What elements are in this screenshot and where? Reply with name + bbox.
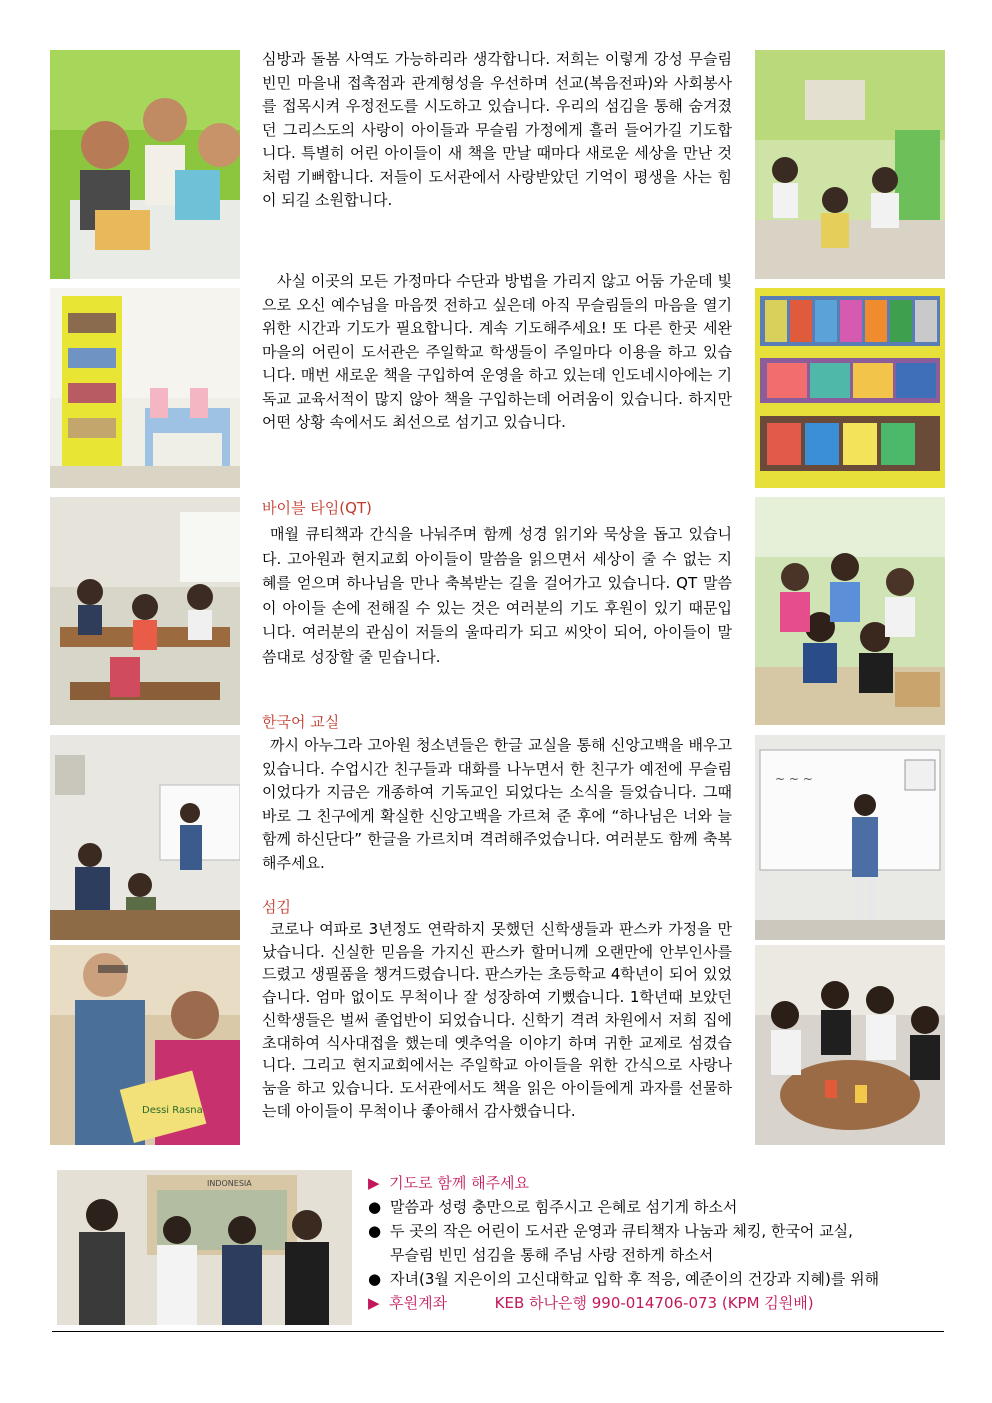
triangle-marker-icon: ▶	[368, 1294, 380, 1312]
library-paragraph: 사실 이곳의 모든 가정마다 수단과 방법을 가리지 않고 어둠 가운데 빛으로 오신 예수님을 마음껏 전하고 싶은데 아직 무슬림들의 마음을 열기 위한 시간과 기도가 필요합니다. 계속 기도해주세요! 또 다른 한곳 세완마을의 어린이 도서관은 주일학교 학생들이 주일마다 이용을 하고 있습니다. 매번 새로운 책을 구입하여 운영을 하고 있는데 인도네시아에는 기독교 교육서적이 많지 않아 책을 구입하는데 어려움이 있습니다. 하지만 어떤 상황 속에서도 최선으로 섬기고 있습니다.	[262, 272, 732, 431]
footer-divider	[52, 1331, 944, 1332]
photo-family-portrait	[57, 1170, 352, 1325]
prayer-item: ● 두 곳의 작은 어린이 도서관 운영과 큐티책자 나눔과 체킹, 한국어 교실,	[368, 1219, 958, 1243]
photo-bookshelf-books	[755, 288, 945, 488]
photo-library-room-yellow	[50, 288, 240, 488]
bullet-icon: ●	[368, 1270, 382, 1288]
section-body-bible-time: 매월 큐티책과 간식을 나눠주며 함께 성경 읽기와 묵상을 돕고 있습니다. 고아원과 현지교회 아이들이 말씀을 읽으면서 세상이 줄 수 없는 지혜를 얻으며 하나님을 만나 축복받는 길을 걸어가고 있습니다. QT 말씀이 아이들 손에 전해질 수 있는 것은 여러분의 기도 후원이 있기 때문입니다. 여러분의 관심이 저들의 울따리가 되고 씨앗이 되어, 아이들이 말씀대로 성장할 줄 믿습니다.	[262, 525, 732, 666]
photo-teacher-whiteboard	[755, 735, 945, 940]
photo-dinner-students	[755, 945, 945, 1145]
section-heading-service: 섬김	[262, 898, 291, 916]
section-body-service: 코로나 여파로 3년정도 연락하지 못했던 신학생들과 판스카 가정을 만났습니다. 신실한 믿음을 가지신 판스카 할머니께 오랜만에 안부인사를 드렸고 생필품을 챙겨드렸습니다. 판스카는 초등학교 4학년이 되어 있었습니다. 엄마 없이도 무척이나 잘 성장하여 기뻤습니다. 1학년때 보았던 신학생들은 벌써 졸업반이 되었습니다. 신학기 격려 차원에서 저희 집에 초대하여 식사대접을 했는데 옛추억을 이야기 하며 귀한 교제로 섬겼습니다. 그리고 현지교회에서는 주일학교 아이들을 위한 간식으로 사랑나눔을 하고 있습니다. 도서관에서도 책을 읽은 아이들에게 과자를 선물하는데 아이들이 무척이나 좋아해서 감사했습니다.	[262, 920, 732, 1120]
photo-students-study-table	[50, 497, 240, 725]
section-body-korean-class: 까시 아누그라 고아원 청소년들은 한글 교실을 통해 신앙고백을 배우고 있습니다. 수업시간 친구들과 대화를 나누면서 한 친구가 예전에 무슬림이었다가 지금은 개종하여 기독교인 되었다는 소식을 들었습니다. 그때 바로 그 친구에게 확실한 신앙고백을 가르쳐 준 후에 “하나님은 너와 늘 함께 하신단다” 한글을 가르치며 격려해주었습니다. 여러분도 함께 축복해주세요.	[262, 736, 732, 872]
photo-children-reading	[50, 50, 240, 279]
photo-children-floor-library	[755, 50, 945, 279]
bag-label: Dessi Rasna	[142, 1105, 203, 1116]
prayer-item: ● 자녀(3월 지은이의 고신대학교 입학 후 적응, 예준이의 건강과 지혜)를 위해	[368, 1267, 958, 1291]
prayer-item-continued: 무슬림 빈민 섬김을 통해 주님 사랑 전하게 하소서	[390, 1246, 714, 1264]
prayer-requests	[368, 1171, 958, 1315]
prayer-title-row	[368, 1171, 958, 1195]
section-heading-bible-time: 바이블 타임(QT)	[262, 499, 372, 517]
triangle-marker-icon: ▶	[368, 1174, 380, 1192]
account-label: 후원계좌	[389, 1294, 448, 1312]
photo-korean-class-left	[50, 735, 240, 940]
photo-children-qt-books	[755, 497, 945, 725]
prayer-item: ● 말씀과 성령 충만으로 힘주시고 은혜로 섬기게 하소서	[368, 1195, 958, 1219]
map-title: INDONESIA	[207, 1179, 252, 1188]
photo-visit-grandmother	[50, 945, 240, 1145]
svg-text:~ ~ ~: ~ ~ ~	[775, 772, 813, 786]
intro-paragraph: 심방과 돌봄 사역도 가능하리라 생각합니다. 저희는 이렇게 강성 무슬림 빈민 마을내 접촉점과 관계형성을 우선하며 선교(복음전파)와 사회봉사를 접목시켜 우정전도를 시도하고 있습니다. 우리의 섬김을 통해 숨겨졌던 그리스도의 사랑이 아이들과 무슬림 가정에게 흘러 들어가길 기도합니다. 특별히 어린 아이들이 새 책을 만날 때마다 새로운 세상을 만난 것처럼 기뻐합니다. 저들이 도서관에서 사랑받았던 기억이 평생을 사는 힘이 되길 소원합니다.	[262, 50, 732, 209]
account-value: KEB 하나은행 990-014706-073 (KPM 김원배)	[494, 1294, 814, 1312]
prayer-title: 기도로 함께 해주세요	[389, 1174, 530, 1192]
bullet-icon: ●	[368, 1222, 382, 1240]
bullet-icon: ●	[368, 1198, 382, 1216]
support-account-row	[368, 1291, 958, 1315]
section-heading-korean-class: 한국어 교실	[262, 713, 340, 731]
